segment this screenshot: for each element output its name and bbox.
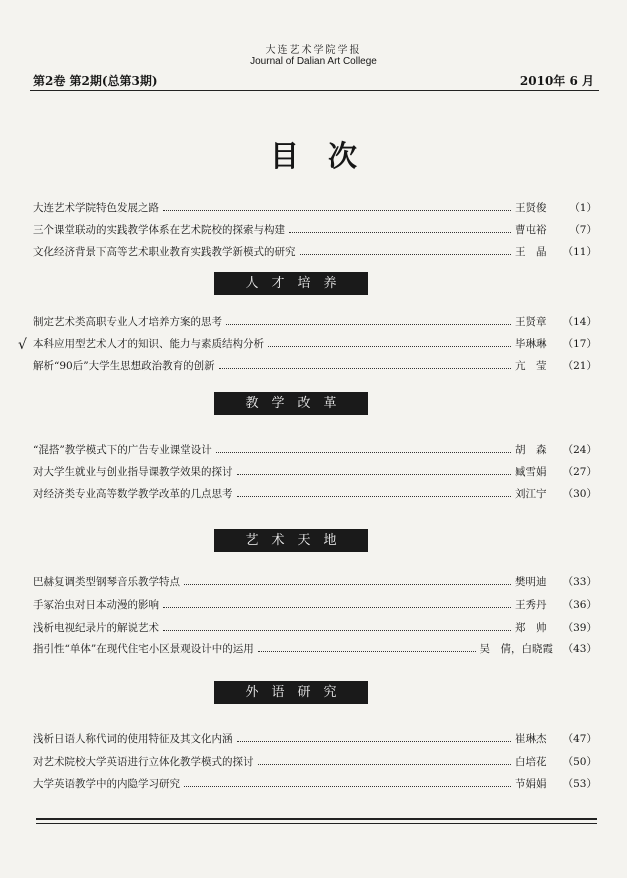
leader-dots [184, 786, 511, 787]
leader-dots [219, 368, 511, 369]
contents-title: 目 次 [269, 139, 357, 173]
leader-dots [268, 346, 511, 347]
entry-page: （30） [562, 487, 597, 500]
entry-page: （14） [562, 315, 597, 328]
entry-title: 解析“90后”大学生思想政治教育的创新 [33, 359, 215, 372]
page-header-en: Journal of Dalian Art College [250, 56, 377, 67]
entry-page: （17） [562, 337, 597, 350]
entry-title: 大连艺术学院特色发展之路 [33, 201, 159, 214]
entry-title: 制定艺术类高职专业人才培养方案的思考 [33, 315, 222, 328]
toc-entry[interactable] [33, 221, 597, 237]
entry-title: 巴赫复调类型钢琴音乐教学特点 [33, 575, 180, 588]
leader-dots [163, 607, 511, 608]
leader-dots [258, 651, 476, 652]
entry-author: 刘江宁 [515, 487, 547, 500]
leader-dots [226, 324, 511, 325]
leader-dots [237, 741, 512, 742]
entry-author: 王贤章 [515, 315, 547, 328]
entry-page: （1） [569, 201, 597, 214]
entry-page: （36） [562, 598, 597, 611]
header-rule [30, 90, 599, 91]
leader-dots [289, 232, 511, 233]
toc-entry[interactable] [33, 335, 597, 351]
margin-checkmark: √ [18, 337, 27, 353]
entry-author: 郑 帅 [515, 621, 547, 634]
entry-page: （33） [562, 575, 597, 588]
entry-author: 亢 莹 [515, 359, 547, 372]
section-heading-art-world: 艺 术 天 地 [214, 529, 368, 552]
entry-title: 对大学生就业与创业指导课教学效果的探讨 [33, 465, 233, 478]
entry-title: 手冢治虫对日本动漫的影响 [33, 598, 159, 611]
leader-dots [258, 764, 512, 765]
entry-page: （24） [562, 443, 597, 456]
section-heading-foreign-language: 外 语 研 究 [214, 681, 368, 704]
toc-entry[interactable] [33, 463, 597, 479]
entry-page: （43） [562, 642, 597, 655]
entry-title: 本科应用型艺术人才的知识、能力与素质结构分析 [33, 337, 264, 350]
section-heading-talent: 人 才 培 养 [214, 272, 368, 295]
leader-dots [163, 210, 511, 211]
entry-author: 吴 倩，白晓霞 [479, 642, 553, 655]
footer-rule-thick [36, 818, 597, 820]
toc-entry[interactable] [33, 596, 597, 612]
entry-title: 三个课堂联动的实践教学体系在艺术院校的探索与构建 [33, 223, 285, 236]
entry-page: （53） [562, 777, 597, 790]
entry-page: （39） [562, 621, 597, 634]
toc-entry[interactable] [33, 313, 597, 329]
leader-dots [237, 496, 512, 497]
toc-entry[interactable] [33, 485, 597, 501]
footer-rule-thin [36, 823, 597, 824]
toc-entry[interactable] [33, 243, 597, 259]
section-heading-teaching-reform: 教 学 改 革 [214, 392, 368, 415]
entry-page: （11） [562, 245, 597, 258]
entry-page: （50） [562, 755, 597, 768]
entry-page: （7） [569, 223, 597, 236]
entry-author: 臧雪娟 [515, 465, 547, 478]
toc-entry[interactable] [33, 640, 597, 656]
entry-author: 毕琳琳 [515, 337, 547, 350]
entry-author: 王贤俊 [515, 201, 547, 214]
entry-author: 王 晶 [515, 245, 547, 258]
entry-author: 樊明迪 [515, 575, 547, 588]
entry-title: 大学英语教学中的内隐学习研究 [33, 777, 180, 790]
entry-author: 王秀丹 [515, 598, 547, 611]
entry-author: 白培花 [515, 755, 547, 768]
issue-info: 第2卷 第2期(总第3期) [33, 74, 158, 88]
toc-entry[interactable] [33, 730, 597, 746]
entry-title: 对经济类专业高等数学教学改革的几点思考 [33, 487, 233, 500]
entry-title: 指引性“单体”在现代住宅小区景观设计中的运用 [33, 642, 254, 655]
toc-entry[interactable] [33, 573, 597, 589]
leader-dots [216, 452, 511, 453]
entry-author: 胡 森 [515, 443, 547, 456]
entry-title: 浅析日语人称代词的使用特征及其文化内涵 [33, 732, 233, 745]
leader-dots [184, 584, 511, 585]
entry-author: 曹屯裕 [515, 223, 547, 236]
toc-entry[interactable] [33, 357, 597, 373]
toc-entry[interactable] [33, 441, 597, 457]
entry-title: “混搭”教学模式下的广告专业课堂设计 [33, 443, 212, 456]
issue-date: 2010年 6 月 [519, 74, 594, 88]
entry-title: 对艺术院校大学英语进行立体化教学模式的探讨 [33, 755, 254, 768]
entry-title: 浅析电视纪录片的解说艺术 [33, 621, 159, 634]
leader-dots [163, 630, 511, 631]
toc-entry[interactable] [33, 619, 597, 635]
toc-entry[interactable] [33, 753, 597, 769]
entry-page: （21） [562, 359, 597, 372]
entry-page: （47） [562, 732, 597, 745]
entry-author: 节娟娟 [515, 777, 547, 790]
leader-dots [300, 254, 512, 255]
toc-entry[interactable] [33, 775, 597, 791]
entry-author: 崔琳杰 [515, 732, 547, 745]
leader-dots [237, 474, 512, 475]
entry-page: （27） [562, 465, 597, 478]
entry-title: 文化经济背景下高等艺术职业教育实践教学新模式的研究 [33, 245, 296, 258]
page-header-cn: 大连艺术学院学报 [265, 45, 362, 56]
toc-entry[interactable] [33, 199, 597, 215]
